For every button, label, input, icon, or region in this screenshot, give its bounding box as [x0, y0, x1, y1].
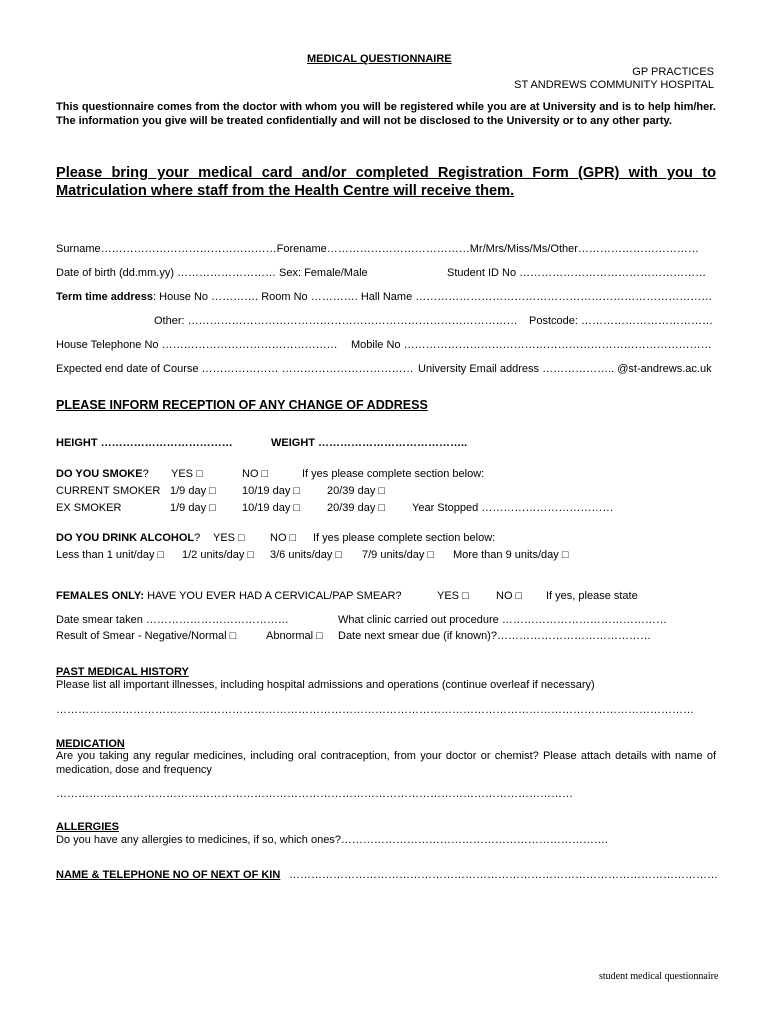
- current-smoker-label: CURRENT SMOKER: [56, 485, 161, 497]
- smear-question-text: HAVE YOU EVER HAD A CERVICAL/PAP SMEAR?: [144, 590, 402, 602]
- medication-instructions: Are you taking any regular medicines, including oral contraception, from your doctor or chemist? Please attach details with name of medication, dose and frequency: [56, 750, 716, 776]
- term-address-rest: : House No …………. Room No …………. Hall Name ………………………………………………………………………: [153, 291, 713, 303]
- sex-field[interactable]: Sex: Female/Male: [279, 267, 368, 279]
- weight-field[interactable]: [271, 437, 467, 450]
- next-of-kin-field[interactable]: ………………………………………………………………………………………………………: [289, 869, 718, 881]
- smear-result-normal[interactable]: Result of Smear - Negative/Normal □: [56, 630, 237, 642]
- alcohol-opt-1-2[interactable]: 1/2 units/day □: [182, 549, 255, 561]
- smear-date-field[interactable]: Date smear taken …………………………………: [56, 614, 289, 626]
- alcohol-opt-more-than-9[interactable]: More than 9 units/day □: [453, 549, 569, 561]
- ex-smoker-opt3[interactable]: 20/39 day □: [327, 502, 386, 514]
- next-of-kin-label: NAME & TELEPHONE NO OF NEXT OF KIN: [56, 869, 281, 881]
- smoke-no-checkbox[interactable]: NO □: [242, 468, 269, 480]
- ex-smoker-opt1[interactable]: 1/9 day □: [170, 502, 216, 514]
- org-line-1: GP PRACTICES: [632, 66, 714, 78]
- surname-forename-field[interactable]: Surname…………………………………………Forename…………………………………Mr/Mrs/Miss/Ms/Other……………………………: [56, 243, 699, 255]
- ex-smoker-opt2[interactable]: 10/19 day □: [242, 502, 301, 514]
- height-text: HEIGHT ………………………………: [56, 437, 233, 449]
- smear-question: [56, 590, 402, 603]
- alcohol-opt-7-9[interactable]: 7/9 units/day □: [362, 549, 435, 561]
- smear-yes-checkbox[interactable]: YES □: [437, 590, 469, 602]
- other-address-field[interactable]: Other: ………………………………………………………………………………: [154, 315, 518, 327]
- house-telephone-field[interactable]: House Telephone No …………………………………………: [56, 339, 338, 351]
- mobile-field[interactable]: Mobile No …………………………………………………………………………: [351, 339, 712, 351]
- dob-field[interactable]: Date of birth (dd.mm.yy) ………………………: [56, 267, 277, 279]
- year-stopped-field[interactable]: Year Stopped ………………………………: [412, 502, 614, 514]
- student-id-field[interactable]: Student ID No ……………………………………………: [447, 267, 707, 279]
- term-address-label: Term time address: [56, 291, 154, 303]
- smear-no-checkbox[interactable]: NO □: [496, 590, 523, 602]
- smoke-yes-checkbox[interactable]: YES □: [171, 468, 203, 480]
- smear-instruction: If yes, please state: [546, 590, 638, 602]
- intro-paragraph: This questionnaire comes from the doctor with whom you will be registered while you are at University and is to help him/her. The information you give will be treated confidentially and will not be disclosed to the University or to any other party.: [56, 101, 716, 127]
- alcohol-question-mark: ?: [194, 532, 201, 544]
- smear-result-abnormal[interactable]: Abnormal □: [266, 630, 323, 642]
- alcohol-opt-3-6[interactable]: 3/6 units/day □: [270, 549, 343, 561]
- postcode-field[interactable]: Postcode: ………………………………: [529, 315, 713, 327]
- current-smoker-opt1[interactable]: 1/9 day □: [170, 485, 216, 497]
- medication-heading: MEDICATION: [56, 738, 125, 750]
- current-smoker-opt3[interactable]: 20/39 day □: [327, 485, 386, 497]
- form-title: MEDICAL QUESTIONNAIRE: [307, 53, 452, 65]
- height-field[interactable]: [56, 437, 233, 450]
- smoke-question-mark: ?: [142, 468, 149, 480]
- term-address-field[interactable]: [56, 291, 712, 304]
- medication-answer-line[interactable]: ……………………………………………………………………………………………………………………………: [56, 788, 573, 800]
- course-end-date-field[interactable]: Expected end date of Course ………………… ………………………………: [56, 363, 414, 375]
- smoke-question: [56, 468, 149, 481]
- history-answer-line[interactable]: …………………………………………………………………………………………………………………………………………………………: [56, 704, 694, 716]
- allergies-field[interactable]: Do you have any allergies to medicines, if so, which ones?……………………………………………………………….: [56, 834, 608, 846]
- alcohol-instruction: If yes please complete section below:: [313, 532, 496, 544]
- alcohol-opt-less-than-1[interactable]: Less than 1 unit/day □: [56, 549, 165, 561]
- page-footer: student medical questionnaire: [599, 971, 719, 982]
- notice-heading: Please bring your medical card and/or completed Registration Form (GPR) with you to Matriculation where staff from the Health Centre will receive them.: [56, 165, 716, 199]
- females-only-label: FEMALES ONLY:: [56, 590, 145, 602]
- history-instructions: Please list all important illnesses, including hospital admissions and operations (continue overleaf if necessary): [56, 679, 595, 691]
- smoke-instruction: If yes please complete section below:: [302, 468, 485, 480]
- smoke-question-text: DO YOU SMOKE: [56, 468, 143, 480]
- org-line-2: ST ANDREWS COMMUNITY HOSPITAL: [514, 79, 714, 91]
- alcohol-yes-checkbox[interactable]: YES □: [213, 532, 245, 544]
- alcohol-question-text: DO YOU DRINK ALCOHOL: [56, 532, 195, 544]
- alcohol-no-checkbox[interactable]: NO □: [270, 532, 297, 544]
- ex-smoker-label: EX SMOKER: [56, 502, 122, 514]
- university-email-field[interactable]: University Email address ……………….. @st-andrews.ac.uk: [418, 363, 712, 375]
- current-smoker-opt2[interactable]: 10/19 day □: [242, 485, 301, 497]
- smear-clinic-field[interactable]: What clinic carried out procedure ………………………………………: [338, 614, 667, 626]
- history-heading: PAST MEDICAL HISTORY: [56, 666, 189, 678]
- alcohol-question: [56, 532, 200, 545]
- change-address-heading: PLEASE INFORM RECEPTION OF ANY CHANGE OF ADDRESS: [56, 398, 428, 412]
- allergies-heading: ALLERGIES: [56, 821, 119, 833]
- weight-text: WEIGHT …………………………………..: [271, 437, 468, 449]
- smear-next-due-field[interactable]: Date next smear due (if known)?……………………………………: [338, 630, 651, 642]
